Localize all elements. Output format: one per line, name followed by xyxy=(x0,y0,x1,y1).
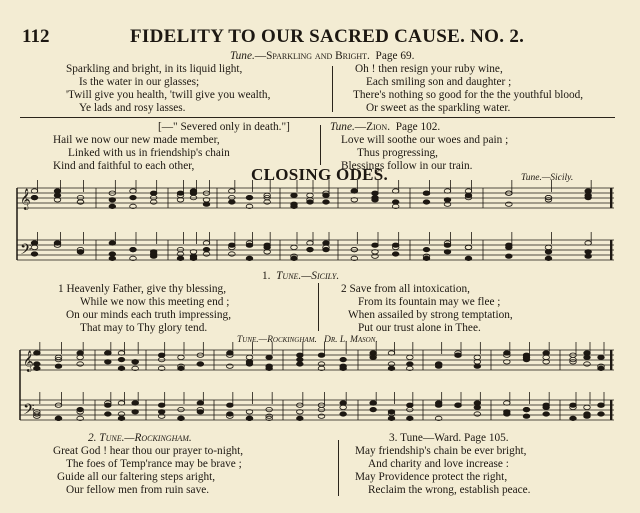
note-head xyxy=(388,366,395,370)
verse-line: While we now this meeting end ; xyxy=(80,296,230,308)
note-head xyxy=(118,401,125,405)
note-head xyxy=(474,355,481,359)
note-head xyxy=(407,362,414,366)
verse-line: May friendship's chain be ever bright, xyxy=(355,445,527,457)
note-head xyxy=(340,401,347,405)
verse-line: The foes of Temp'rance may be brave ; xyxy=(66,458,242,470)
verse-line: Guide all our faltering steps aright, xyxy=(57,471,216,483)
note-head xyxy=(158,357,165,361)
note-head xyxy=(227,403,234,407)
verse-number: 1. xyxy=(262,270,271,282)
note-head xyxy=(178,366,185,370)
verse-line: 2 Save from all intoxication, xyxy=(341,283,470,295)
note-head xyxy=(584,414,591,418)
note-head xyxy=(297,357,304,361)
note-head xyxy=(197,362,204,366)
note-head xyxy=(543,351,550,355)
verse-line: And charity and love increase : xyxy=(368,458,509,470)
verse-line: Put our trust alone in Thee. xyxy=(358,322,481,334)
note-head xyxy=(584,362,591,366)
note-head xyxy=(543,405,550,409)
bass-clef: 𝄢 xyxy=(20,241,32,262)
note-head xyxy=(407,403,414,407)
verse-line: Is the water in our glasses; xyxy=(79,76,200,88)
note-head xyxy=(455,403,462,407)
verse-line: Oh ! then resign your ruby wine, xyxy=(355,63,503,75)
note-head xyxy=(504,410,511,414)
verse-line: Our fellow men from ruin save. xyxy=(66,484,210,496)
note-head xyxy=(197,401,204,405)
note-head xyxy=(34,366,41,370)
note-head xyxy=(118,366,125,370)
note-head xyxy=(297,353,304,357)
note-head xyxy=(598,403,605,407)
note-head xyxy=(598,412,605,416)
page-title: FIDELITY TO OUR SACRED CAUSE. NO. 2. xyxy=(130,26,525,47)
note-head xyxy=(388,362,395,366)
verse-line: 'Twill give you health, 'twill give you wealth, xyxy=(66,89,271,101)
note-head xyxy=(246,355,253,359)
verse-line: Linked with us in friendship's chain xyxy=(68,147,230,159)
tune-name: —Sparkling and Bright. xyxy=(254,50,370,62)
note-head xyxy=(435,403,442,407)
note-head xyxy=(118,412,125,416)
note-head xyxy=(118,351,125,355)
note-head xyxy=(504,401,511,405)
note-head xyxy=(105,360,112,364)
tune-sicily-label: Tune.—Sicily. xyxy=(521,173,574,183)
note-head xyxy=(340,412,347,416)
verse-line: Or sweet as the sparkling water. xyxy=(366,102,511,114)
tune-page: Page 102. xyxy=(395,121,441,133)
verse-line: Each smiling son and daughter ; xyxy=(366,76,512,88)
note-head xyxy=(407,416,414,420)
note-head xyxy=(340,364,347,368)
tune-name: —Zion. xyxy=(354,121,391,133)
note-head xyxy=(55,416,62,420)
note-head xyxy=(474,412,481,416)
note-head xyxy=(407,407,414,411)
closing-odes-heading: CLOSING ODES. xyxy=(251,165,389,184)
note-head xyxy=(118,416,125,420)
note-head xyxy=(318,362,325,366)
verse-line: That may to Thy glory tend. xyxy=(80,322,208,334)
verse-line: 1 Heavenly Father, give thy blessing, xyxy=(58,283,227,295)
note-head xyxy=(523,414,530,418)
tune-page: Page 69. xyxy=(375,50,415,62)
note-head xyxy=(266,407,273,411)
note-head xyxy=(132,410,139,414)
note-head xyxy=(118,357,125,361)
column-divider xyxy=(338,440,339,496)
verse-header-ward: 3. Tune—Ward. Page 105. xyxy=(389,432,509,444)
note-head xyxy=(407,355,414,359)
note-head xyxy=(77,351,84,355)
verse-line: There's nothing so good for the the youthful blood, xyxy=(353,89,584,101)
note-head xyxy=(598,355,605,359)
note-head xyxy=(474,364,481,368)
note-head xyxy=(370,401,377,405)
tune-label: Tune. xyxy=(230,50,255,62)
note-head xyxy=(570,403,577,407)
note-head xyxy=(178,355,185,359)
composer: Dr. L. Mason. xyxy=(324,335,378,345)
verse-line: Love will soothe our woes and pain ; xyxy=(341,134,509,146)
note-head xyxy=(318,407,325,411)
verse-line: Hail we now our new made member, xyxy=(53,134,220,146)
treble-clef: 𝄞 xyxy=(23,351,34,372)
verse-header: [—" Severed only in death."] xyxy=(158,121,290,133)
verse-line: When assailed by strong temptation, xyxy=(348,309,513,321)
verse-line: Sparkling and bright, in its liquid light, xyxy=(66,63,243,75)
note-head xyxy=(543,355,550,359)
tune-label: Tune. xyxy=(330,121,355,133)
note-head xyxy=(105,351,112,355)
note-head xyxy=(158,353,165,357)
note-head xyxy=(246,416,253,420)
bass-clef: 𝄢 xyxy=(23,401,35,422)
note-head xyxy=(34,351,41,355)
note-head xyxy=(474,401,481,405)
verse-line: Thus progressing, xyxy=(357,147,438,159)
note-head xyxy=(340,405,347,409)
verse-line: Blessings follow in our train. xyxy=(341,160,473,172)
verse-line: Great God ! hear thou our prayer to-night, xyxy=(53,445,244,457)
verse-line: Reclaim the wrong, establish peace. xyxy=(368,484,531,496)
note-head xyxy=(340,357,347,361)
note-head xyxy=(246,362,253,366)
note-head xyxy=(266,355,273,359)
note-head xyxy=(77,362,84,366)
note-head xyxy=(297,362,304,366)
note-head xyxy=(388,416,395,420)
note-head xyxy=(77,355,84,359)
verse-line: From its fountain may we flee ; xyxy=(358,296,501,308)
verse-line: May Providence protect the right, xyxy=(355,471,508,483)
note-head xyxy=(55,364,62,368)
note-head xyxy=(297,416,304,420)
note-head xyxy=(584,355,591,359)
note-head xyxy=(266,364,273,368)
note-head xyxy=(34,362,41,366)
note-head xyxy=(158,410,165,414)
note-head xyxy=(132,401,139,405)
verse-line: Ye lads and rosy lasses. xyxy=(79,102,186,114)
verse-line: Kind and faithful to each other, xyxy=(53,160,195,172)
note-head xyxy=(105,412,112,416)
note-head xyxy=(132,360,139,364)
note-head xyxy=(543,412,550,416)
treble-clef: 𝄞 xyxy=(20,189,31,210)
tune-name: Tune.—Rockingham. xyxy=(237,335,317,345)
note-head xyxy=(158,403,165,407)
verse-line: On our minds each truth impressing, xyxy=(66,309,232,321)
tune-name: Tune.—Sicily. xyxy=(276,270,340,282)
note-head xyxy=(474,405,481,409)
note-head xyxy=(584,405,591,409)
verse-header-rockingham: 2. Tune.—Rockingham. xyxy=(88,432,192,444)
note-head xyxy=(570,416,577,420)
page-number: 112 xyxy=(22,26,50,47)
note-head xyxy=(318,353,325,357)
note-head xyxy=(598,366,605,370)
note-head xyxy=(178,407,185,411)
note-head xyxy=(584,351,591,355)
note-head xyxy=(388,351,395,355)
note-head xyxy=(370,407,377,411)
note-head xyxy=(523,355,530,359)
